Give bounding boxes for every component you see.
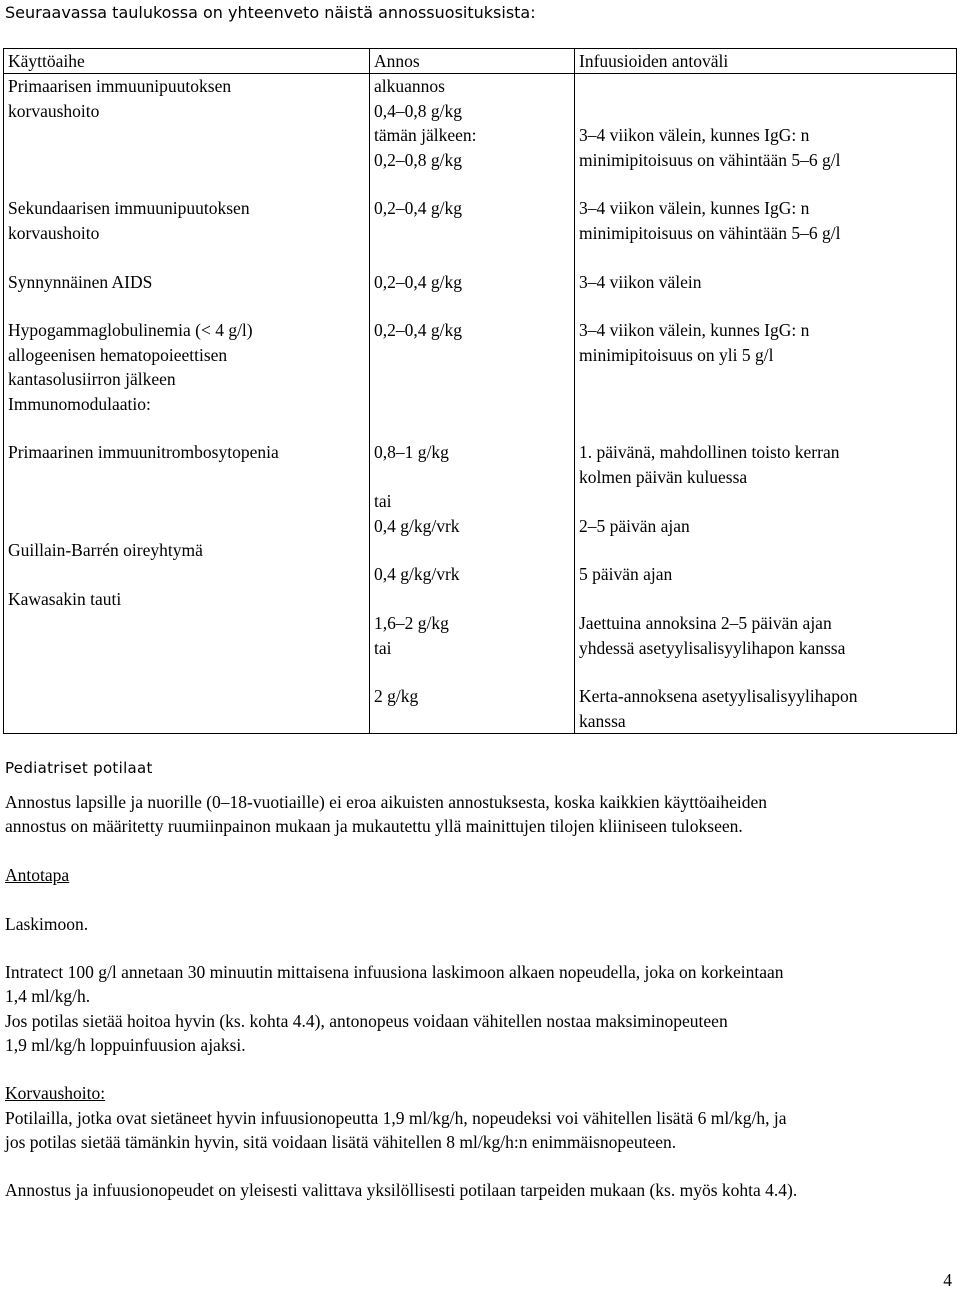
indication-line	[8, 294, 365, 318]
interval-line: 3–4 viikon välein, kunnes IgG: n	[579, 125, 810, 146]
dose-line	[374, 343, 570, 367]
indication-line: Synnynnäinen AIDS	[8, 271, 153, 292]
dose-line: 0,2–0,4 g/kg	[374, 320, 462, 341]
indication-line: Immunomodulaatio:	[8, 393, 151, 414]
indication-line: kantasolusiirron jälkeen	[8, 369, 176, 390]
dose-line: alkuannos	[374, 76, 445, 97]
pediatric-heading: Pediatriset potilaat	[5, 759, 153, 777]
interval-line: 5 päivän ajan	[579, 564, 673, 585]
indication-line	[8, 465, 365, 489]
admin-heading: Antotapa	[5, 865, 70, 885]
interval-column	[575, 74, 957, 734]
interval-line: yhdessä asetyylisalisyylihapon kanssa	[579, 637, 846, 658]
indication-line: allogeenisen hematopoieettisen	[8, 344, 228, 365]
indication-line: Primaarisen immuunipuutoksen	[8, 76, 232, 97]
indication-line: Kawasakin tauti	[8, 588, 122, 609]
indication-line	[8, 611, 365, 635]
interval-line	[579, 660, 952, 684]
dose-line	[374, 416, 570, 440]
pediatric-text-line-1: Annostus lapsille ja nuorille (0–18-vuotiaille) ei eroa aikuisten annostuksesta, koska kaikkien käyttöaiheiden	[5, 792, 768, 812]
intro-text: Seuraavassa taulukossa on yhteenveto näistä annossuosituksista:	[5, 3, 536, 22]
infusion-text-line-3: Jos potilas sietää hoitoa hyvin (ks. kohta 4.4), antonopeus voidaan vähitellen nostaa maksiminopeuteen	[5, 1011, 728, 1031]
interval-line: 1. päivänä, mahdollinen toisto kerran	[579, 442, 840, 463]
interval-line	[579, 538, 952, 562]
dose-line: 0,2–0,4 g/kg	[374, 198, 462, 219]
header-indication: Käyttöaihe	[4, 49, 370, 74]
indication-line: korvaushoito	[8, 222, 100, 243]
dose-line	[374, 367, 570, 391]
interval-line: Kerta-annoksena asetyylisalisyylihapon	[579, 686, 858, 707]
dose-line	[374, 538, 570, 562]
dose-line: tai	[374, 491, 392, 512]
interval-line: 3–4 viikon välein	[579, 271, 702, 292]
dose-line: 0,2–0,4 g/kg	[374, 271, 462, 292]
indication-line	[8, 416, 365, 440]
dose-line: 0,4–0,8 g/kg	[374, 100, 462, 121]
dose-line	[374, 294, 570, 318]
interval-line: Jaettuina annoksina 2–5 päivän ajan	[579, 613, 832, 634]
pediatric-text-line-2: annostus on määritetty ruumiinpainon mukaan ja mukautettu yllä mainittujen tilojen kliiniseen tulokseen.	[5, 816, 743, 836]
interval-line	[579, 392, 952, 416]
admin-route: Laskimoon.	[5, 914, 89, 934]
infusion-text-line-2: 1,4 ml/kg/h.	[5, 986, 91, 1006]
interval-line	[579, 294, 952, 318]
interval-line: minimipitoisuus on yli 5 g/l	[579, 344, 774, 365]
dose-line: 0,8–1 g/kg	[374, 442, 449, 463]
indication-line	[8, 636, 365, 660]
dose-line: 0,4 g/kg/vrk	[374, 564, 460, 585]
interval-line	[579, 416, 952, 440]
replacement-text-line-1: Potilailla, jotka ovat sietäneet hyvin infuusionopeutta 1,9 ml/kg/h, nopeudeksi voi vähitellen lisätä 6 ml/kg/h, ja	[5, 1108, 787, 1128]
replacement-text-line-2: jos potilas sietää tämänkin hyvin, sitä voidaan lisätä vähitellen 8 ml/kg/h:n enimmäisnopeuteen.	[5, 1132, 677, 1152]
replacement-heading: Korvaushoito:	[5, 1083, 106, 1103]
interval-line: 2–5 päivän ajan	[579, 515, 690, 536]
indication-line	[8, 172, 365, 196]
interval-line	[579, 489, 952, 513]
infusion-text-line-4: 1,9 ml/kg/h loppuinfuusion ajaksi.	[5, 1035, 246, 1055]
interval-line	[579, 74, 952, 98]
interval-line: 3–4 viikon välein, kunnes IgG: n	[579, 320, 810, 341]
dose-line	[374, 172, 570, 196]
indication-line: Guillain-Barrén oireyhtymä	[8, 539, 203, 560]
indication-line: Primaarinen immuunitrombosytopenia	[8, 442, 279, 463]
header-interval: Infuusioiden antoväli	[575, 49, 957, 74]
indication-line: Hypogammaglobulinemia (< 4 g/l)	[8, 320, 253, 341]
interval-line: kolmen päivän kuluessa	[579, 466, 748, 487]
final-text: Annostus ja infuusionopeudet on yleisesti valittava yksilöllisesti potilaan tarpeiden mukaan (ks. myös kohta 4.4).	[5, 1180, 798, 1200]
dose-line	[374, 245, 570, 269]
dose-line	[374, 465, 570, 489]
dosage-table	[3, 48, 957, 734]
interval-line: minimipitoisuus on vähintään 5–6 g/l	[579, 222, 841, 243]
interval-line	[579, 367, 952, 391]
table-header-row	[4, 49, 957, 74]
indication-line	[8, 684, 365, 708]
interval-line	[579, 99, 952, 123]
indication-line	[8, 245, 365, 269]
indication-line: Sekundaarisen immuunipuutoksen	[8, 198, 250, 219]
dose-line: 0,2–0,8 g/kg	[374, 149, 462, 170]
interval-line: kanssa	[579, 710, 626, 731]
dose-line: 0,4 g/kg/vrk	[374, 515, 460, 536]
indication-line	[8, 489, 365, 513]
dose-line	[374, 587, 570, 611]
indication-line	[8, 562, 365, 586]
dose-line: 2 g/kg	[374, 686, 419, 707]
dose-line: tai	[374, 637, 392, 658]
table-body-row	[4, 74, 957, 734]
indication-line	[8, 660, 365, 684]
dose-line	[374, 660, 570, 684]
dose-line: 1,6–2 g/kg	[374, 613, 449, 634]
interval-line	[579, 587, 952, 611]
infusion-text-line-1: Intratect 100 g/l annetaan 30 minuutin mittaisena infuusiona laskimoon alkaen nopeudella, joka on korkeintaan	[5, 962, 784, 982]
page-number: 4	[943, 1270, 952, 1290]
dose-column	[370, 74, 575, 734]
indication-line	[8, 123, 365, 147]
interval-line	[579, 172, 952, 196]
indication-line	[8, 514, 365, 538]
interval-line: minimipitoisuus on vähintään 5–6 g/l	[579, 149, 841, 170]
dose-line	[374, 392, 570, 416]
indication-column	[4, 74, 370, 734]
dose-line	[374, 221, 570, 245]
interval-line: 3–4 viikon välein, kunnes IgG: n	[579, 198, 810, 219]
interval-line	[579, 245, 952, 269]
indication-line: korvaushoito	[8, 100, 100, 121]
indication-line	[8, 148, 365, 172]
header-dose: Annos	[370, 49, 575, 74]
dose-line: tämän jälkeen:	[374, 125, 477, 146]
